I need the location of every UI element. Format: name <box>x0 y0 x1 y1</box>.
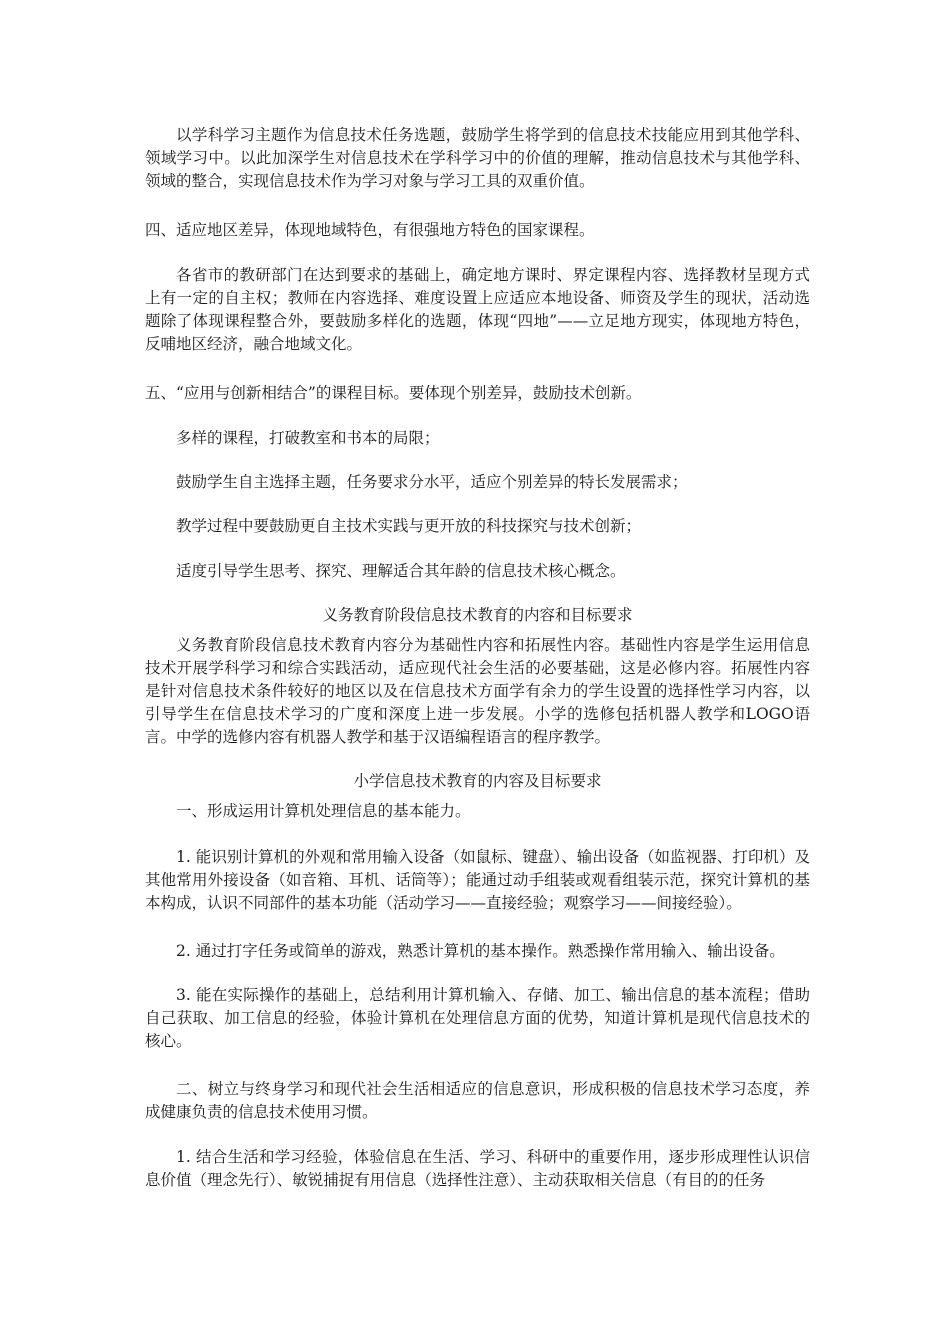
heading-section-four: 四、适应地区差异，体现地域特色，有很强地方特色的国家课程。 <box>145 221 595 239</box>
bullet-student-choice: 鼓励学生自主选择主题，任务要求分水平，适应个别差异的特长发展需求； <box>176 473 688 491</box>
section-title-primary-school: 小学信息技术教育的内容及目标要求 <box>353 772 602 790</box>
item-1-identify-hardware: 1. 能识别计算机的外观和常用输入设备（如鼠标、键盘）、输出设备（如监视器、打印机）及其他常用外接设备（如音箱、耳机、话筒等）；能通过动手组装或观看组装示范，探究计算机的基本构成，认识不同部件的基本功能（活动学习——直接经验；观察学习——间接经验）。 <box>145 848 810 912</box>
section-title-compulsory-education: 义务教育阶段信息技术教育的内容和目标要求 <box>322 606 633 624</box>
bullet-core-concepts: 适度引导学生思考、探究、理解适合其年龄的信息技术核心概念。 <box>176 562 626 580</box>
bullet-diverse-courses: 多样的课程，打破教室和书本的局限； <box>176 429 440 447</box>
bullet-teaching-process: 教学过程中要鼓励更自主技术实践与更开放的科技探究与技术创新； <box>176 517 642 535</box>
paragraph-subject-integration: 以学科学习主题作为信息技术任务选题，鼓励学生将学到的信息技术技能应用到其他学科、领域学习中。以此加深学生对信息技术在学科学习中的价值的理解，推动信息技术与其他学科、领域的整合，实现信息技术作为学习对象与学习工具的双重价值。 <box>145 126 810 190</box>
item-1-information-awareness: 1. 结合生活和学习经验，体验信息在生活、学习、科研中的重要作用，逐步形成理性认识信息价值（理念先行）、敏锐捕捉有用信息（选择性注意）、主动获取相关信息（有目的的任务 <box>145 1148 810 1189</box>
paragraph-regional-autonomy: 各省市的教研部门在达到要求的基础上，确定地方课时、界定课程内容、选择教材呈现方式上有一定的自主权；教师在内容选择、难度设置上应适应本地设备、师资及学生的现状，活动选题除了体现课程整合外，要鼓励多样化的选题，体现“四地”——立足地方现实，体现地方特色，反哺地区经济，融合地域文化。 <box>145 266 810 353</box>
heading-goal-one: 一、形成运用计算机处理信息的基本能力。 <box>176 802 471 820</box>
heading-goal-two: 二、树立与终身学习和现代社会生活相适应的信息意识，形成积极的信息技术学习态度，养成健康负责的信息技术使用习惯。 <box>145 1080 810 1121</box>
item-3-information-processing: 3. 能在实际操作的基础上，总结利用计算机输入、存储、加工、输出信息的基本流程；借助自己获取、加工信息的经验，体验计算机在处理信息方面的优势，知道计算机是现代信息技术的核心。 <box>145 986 810 1050</box>
paragraph-content-overview: 义务教育阶段信息技术教育内容分为基础性内容和拓展性内容。基础性内容是学生运用信息技术开展学科学习和综合实践活动，适应现代社会生活的必要基础，这是必修内容。拓展性内容是针对信息技术条件较好的地区以及在信息技术方面学有余力的学生设置的选择性学习内容，以引导学生在信息技术学习的广度和深度上进一步发展。小学的选修包括机器人教学和LOGO语言。中学的选修内容有机器人教学和基于汉语编程语言的程序教学。 <box>145 636 810 746</box>
heading-section-five: 五、“应用与创新相结合”的课程目标。要体现个别差异，鼓励技术创新。 <box>145 384 642 402</box>
item-2-basic-operations: 2. 通过打字任务或简单的游戏，熟悉计算机的基本操作。熟悉操作常用输入、输出设备。 <box>176 942 785 960</box>
